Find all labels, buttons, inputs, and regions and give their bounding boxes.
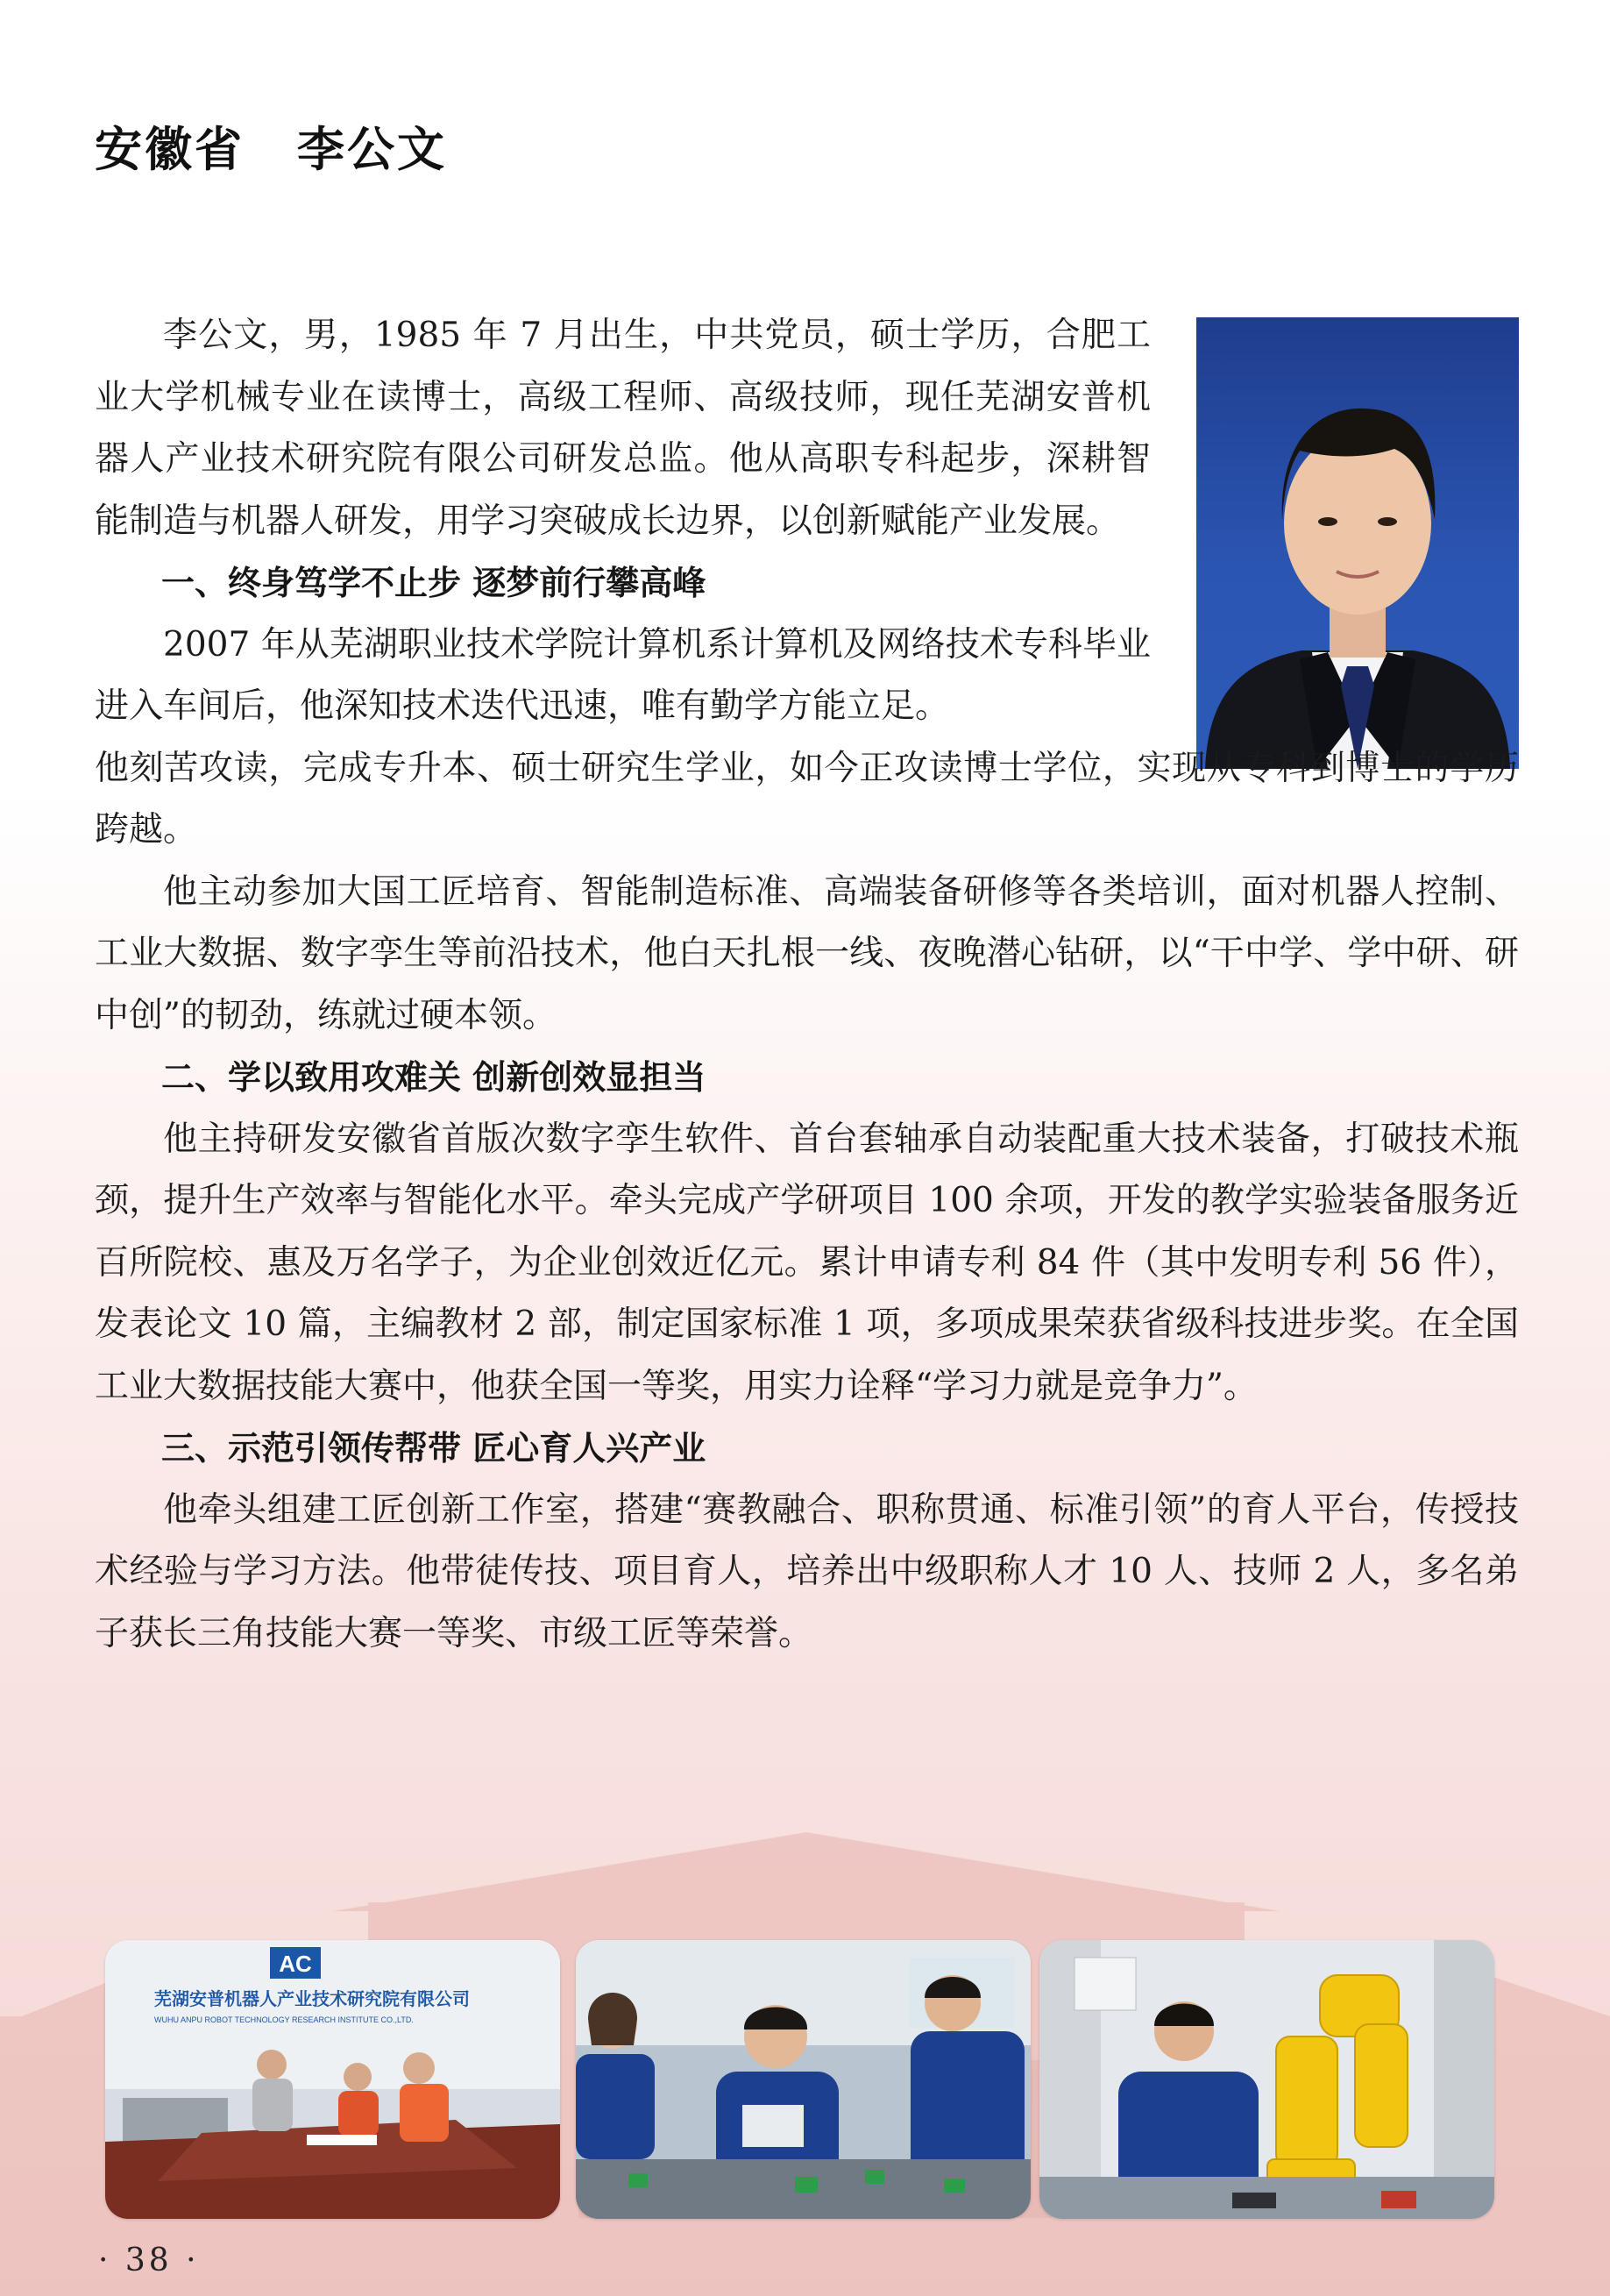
page-number: · 38 · (98, 2243, 200, 2278)
section-1-paragraph-2: 他刻苦攻读，完成专升本、硕士研究生学业，如今正攻读博士学位，实现从专科到博士的学历跨越。 (95, 748, 1519, 849)
section-heading-1: 一、终身笃学不止步 逐梦前行攀高峰 (161, 564, 706, 602)
photo-team-workbench (576, 1940, 1031, 2219)
section-3-paragraph-1: 他牵头组建工匠创新工作室，搭建“赛教融合、职称贯通、标准引领”的育人平台，传授技术经验与学习方法。他带徒传技、项目育人，培养出中级职称人才 10 人、技师 2 人，多名弟子获长三角技能大赛一等奖、市级工匠等荣誉。 (95, 1489, 1519, 1653)
article-body (95, 305, 1519, 1665)
province-label: 安徽省 (95, 122, 245, 177)
section-heading-3: 三、示范引领传帮带 匠心育人兴产业 (161, 1429, 706, 1468)
section-heading-2: 二、学以致用攻难关 创新创效显担当 (161, 1058, 706, 1097)
section-1-paragraph-3: 他主动参加大国工匠培育、智能制造标准、高端装备研修等各类培训，面对机器人控制、工业大数据、数字孪生等前沿技术，他白天扎根一线、夜晚潜心钻研，以“干中学、学中研、研中创”的韧劲，练就过硬本领。 (95, 871, 1519, 1035)
photo-office-meeting (105, 1940, 560, 2219)
section-1-paragraph-1: 2007 年从芜湖职业技术学院计算机系计算机及网络技术专科毕业进入车间后，他深知技术迭代迅速，唯有勤学方能立足。 (95, 624, 1151, 726)
logo-text: AC (279, 1951, 312, 1977)
office-sign-chinese: 芜湖安普机器人产业技术研究院有限公司 (154, 1988, 470, 2009)
office-sign-english: WUHU ANPU ROBOT TECHNOLOGY RESEARCH INSTITUTE CO.,LTD. (154, 2015, 414, 2024)
photo-robot-arm-lab (1039, 1940, 1494, 2219)
intro-paragraph: 李公文，男，1985 年 7 月出生，中共党员，硕士学历，合肥工业大学机械专业在读博士，高级工程师、高级技师，现任芜湖安普机器人产业技术研究院有限公司研发总监。他从高职专科起步，深耕智能制造与机器人研发，用学习突破成长边界，以创新赋能产业发展。 (95, 316, 1151, 541)
institute-logo (270, 1947, 321, 1979)
page-title (95, 112, 447, 180)
section-2-paragraph-1: 他主持研发安徽省首版次数字孪生软件、首台套轴承自动装配重大技术装备，打破技术瓶颈，提升生产效率与智能化水平。牵头完成产学研项目 100 余项，开发的教学实验装备服务近百所院校、惠及万名学子，为企业创效近亿元。累计申请专利 84 件（其中发明专利 56 件），发表论文 10 篇，主编教材 2 部，制定国家标准 1 项，多项成果荣获省级科技进步奖。在全国工业大数据技能大赛中，他获全国一等奖，用实力诠释“学习力就是竞争力”。 (95, 1119, 1519, 1406)
person-name: 李公文 (297, 122, 447, 177)
